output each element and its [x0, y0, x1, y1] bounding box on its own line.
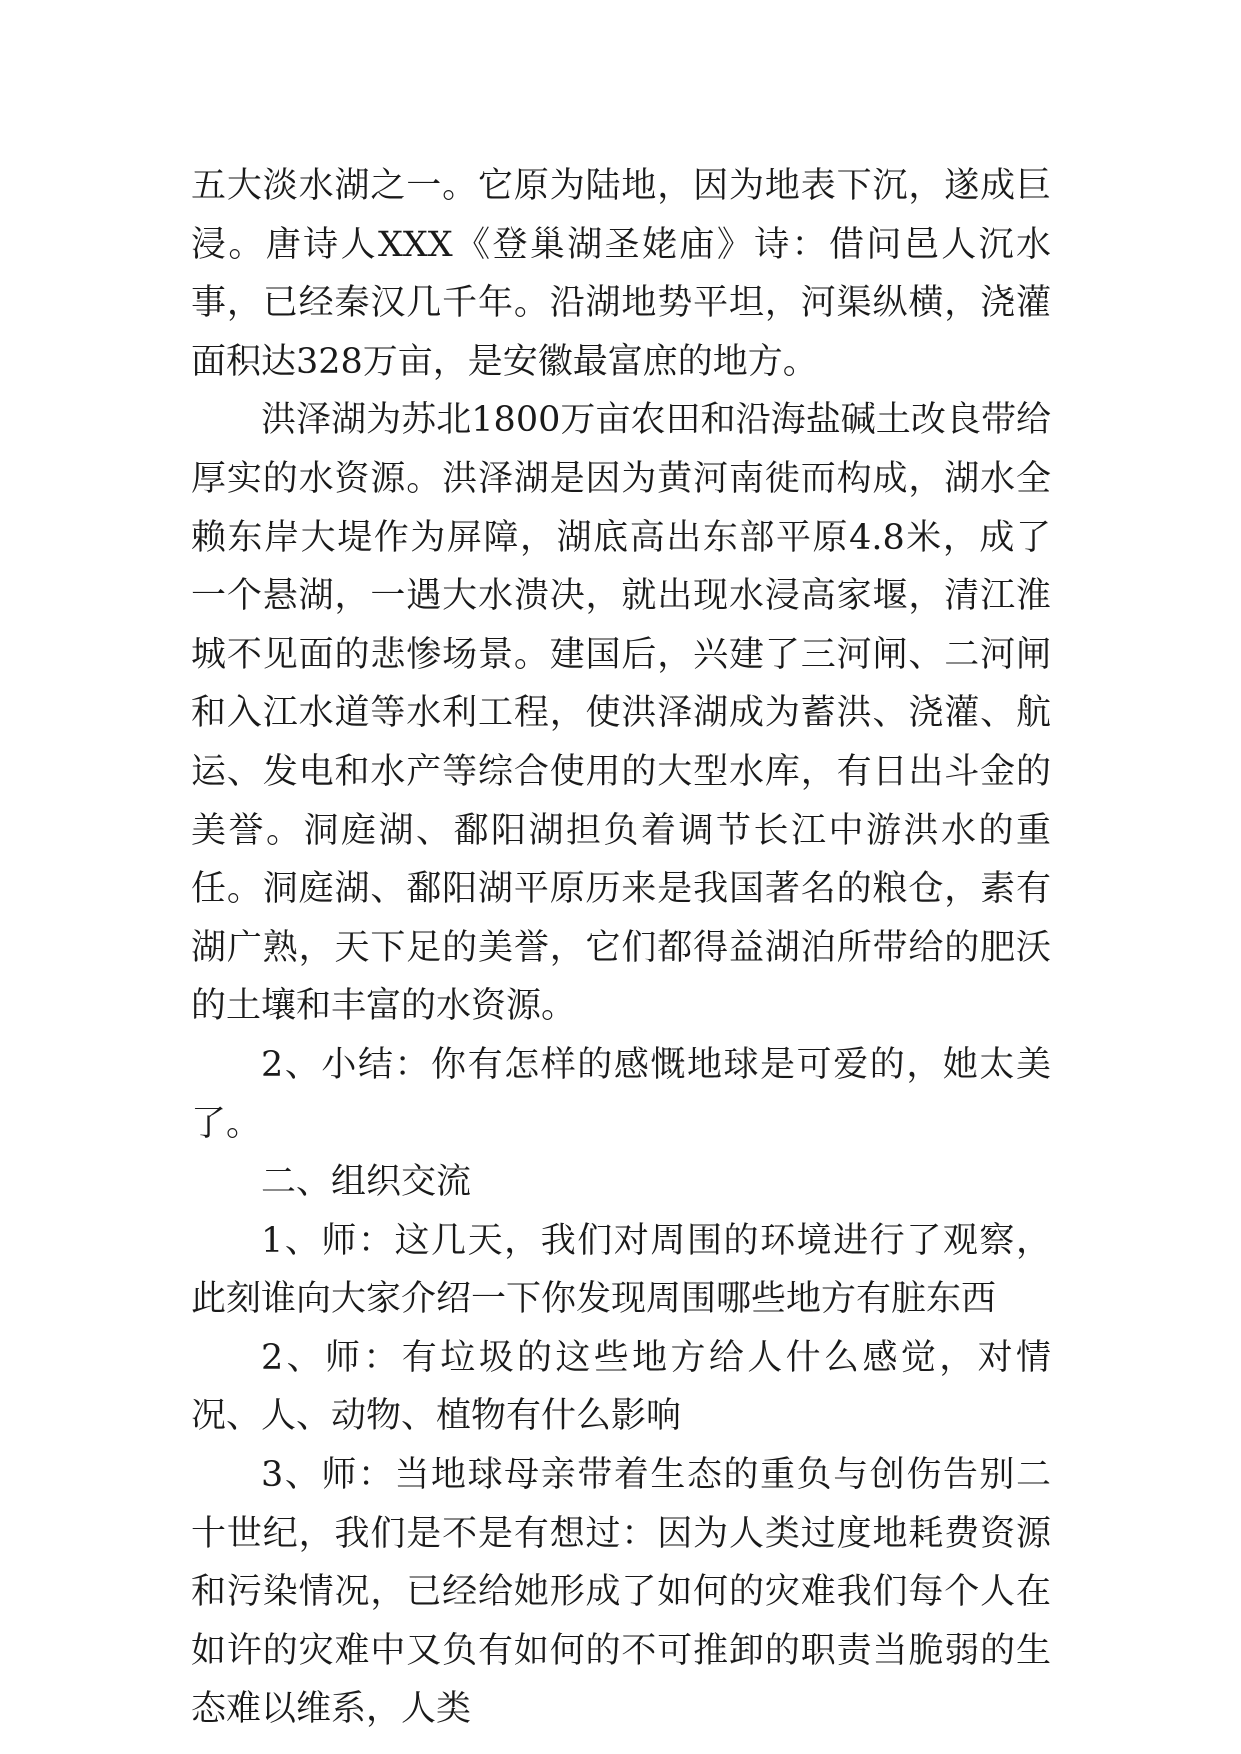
- paragraph-1: 五大淡水湖之一。它原为陆地，因为地表下沉，遂成巨浸。唐诗人XXX《登巢湖圣姥庙》诗：借问邑人沉水事，已经秦汉几千年。沿湖地势平坦，河渠纵横，浇灌面积达328万亩，是安徽最富庶的地方。: [191, 166, 1051, 382]
- paragraph-5: 1、师：这几天，我们对周围的环境进行了观察，此刻谁向大家介绍一下你发现周围哪些地方有脏东西: [191, 1220, 1051, 1320]
- paragraph-7: 3、师：当地球母亲带着生态的重负与创伤告别二十世纪，我们是不是有想过：因为人类过度地耗费资源和污染情况，已经给她形成了如何的灾难我们每个人在如许的灾难中又负有如何的不可推卸的职责当脆弱的生态难以维系，人类: [191, 1455, 1051, 1730]
- document-body: [191, 157, 1051, 1739]
- paragraph-4-heading: 二、组织交流: [261, 1162, 472, 1203]
- paragraph-3: 2、小结：你有怎样的感慨地球是可爱的，她太美了。: [191, 1044, 1051, 1144]
- paragraph-6: 2、师：有垃圾的这些地方给人什么感觉，对情况、人、动物、植物有什么影响: [191, 1337, 1051, 1437]
- paragraph-2: 洪泽湖为苏北1800万亩农田和沿海盐碱土改良带给厚实的水资源。洪泽湖是因为黄河南徙而构成，湖水全赖东岸大堤作为屏障，湖底高出东部平原4.8米，成了一个悬湖，一遇大水溃决，就出现水浸高家堰，清江淮城不见面的悲惨场景。建国后，兴建了三河闸、二河闸和入江水道等水利工程，使洪泽湖成为蓄洪、浇灌、航运、发电和水产等综合使用的大型水库，有日出斗金的美誉。洞庭湖、鄱阳湖担负着调节长江中游洪水的重任。洞庭湖、鄱阳湖平原历来是我国著名的粮仓，素有湖广熟，天下足的美誉，它们都得益湖泊所带给的肥沃的土壤和丰富的水资源。: [191, 400, 1051, 1027]
